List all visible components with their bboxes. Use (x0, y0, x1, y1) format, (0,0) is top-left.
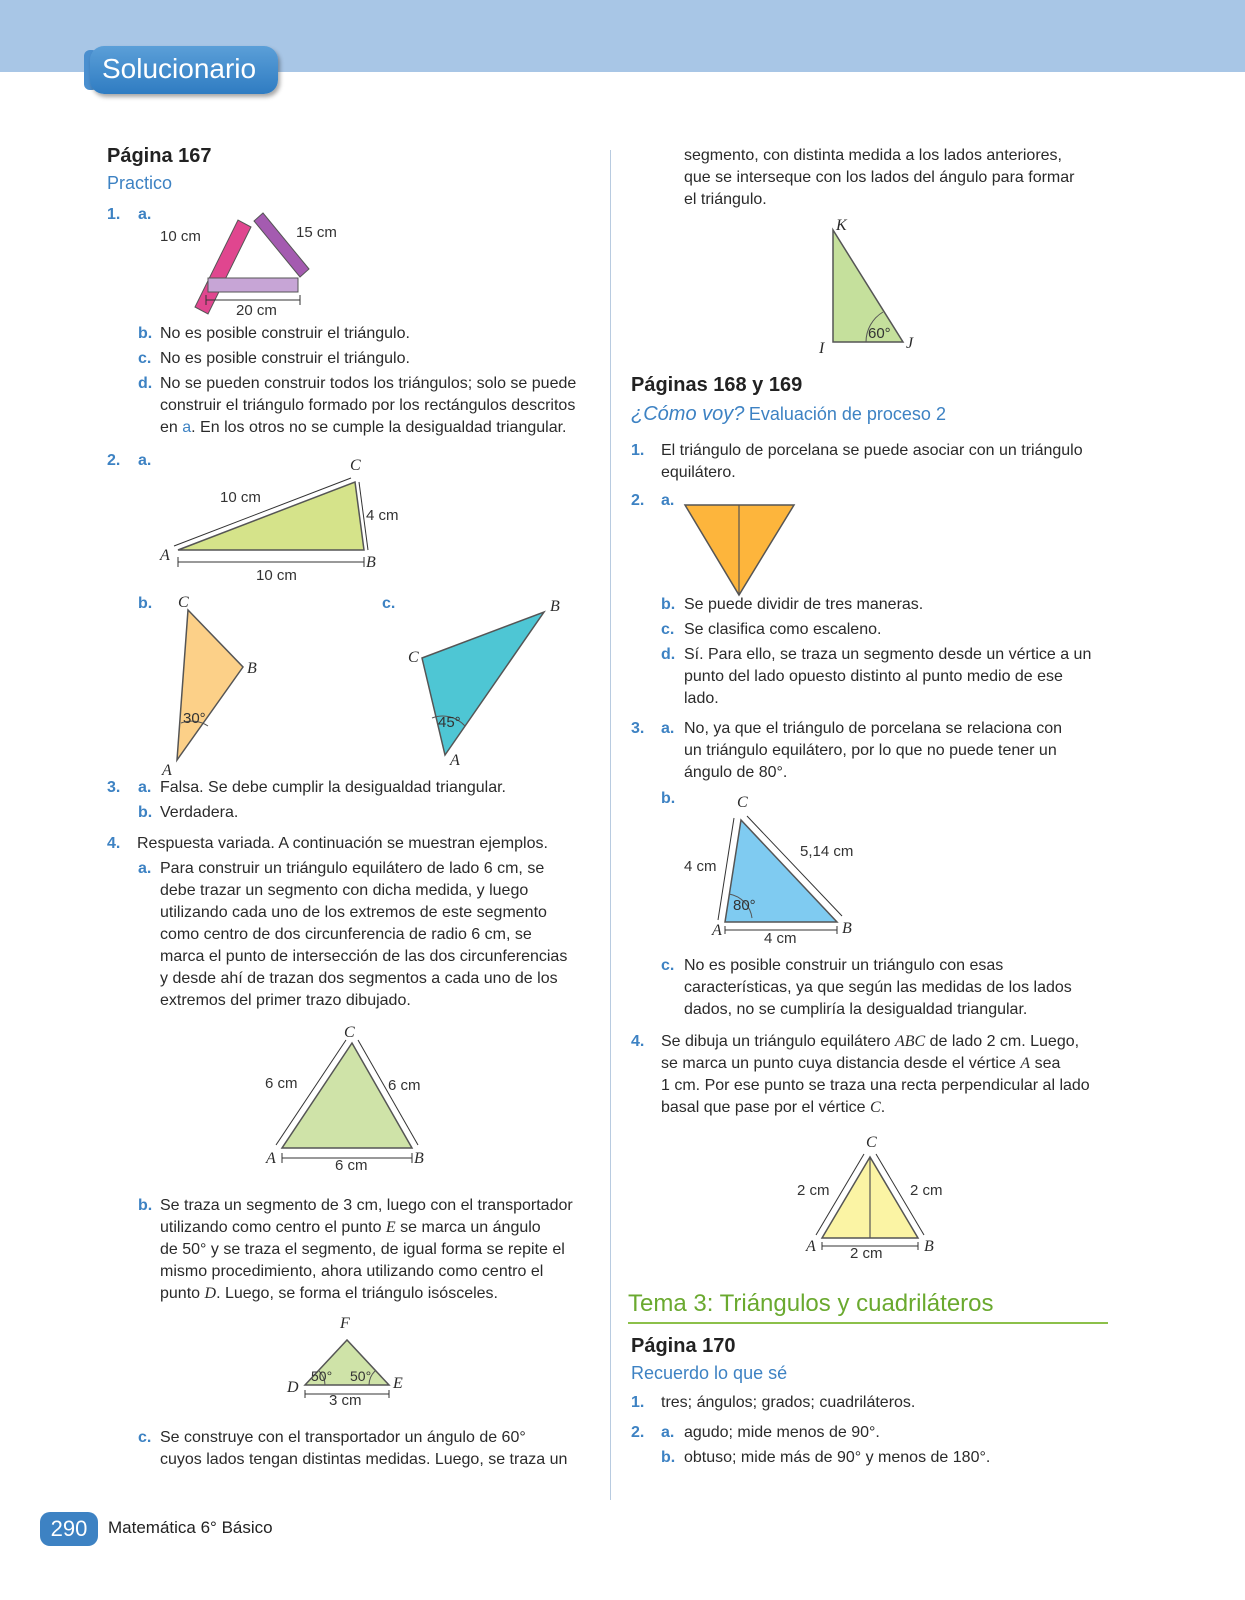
q2a-vertex-b: B (366, 554, 376, 571)
q4a-label: a. (138, 860, 152, 877)
q4a-vertex-a: A (266, 1150, 276, 1167)
q2b-vertex-b: B (247, 660, 257, 677)
r3a-label: a. (661, 720, 675, 737)
r4-line3: 1 cm. Por ese punto se traza una recta perpendicular al lado (661, 1077, 1090, 1094)
solucionario-badge: Solucionario (90, 46, 278, 94)
r4-side-left: 2 cm (797, 1182, 830, 1199)
q1b-label: b. (138, 325, 153, 342)
q2b-label: b. (138, 595, 153, 612)
r4-side-base: 2 cm (850, 1245, 883, 1262)
q4a-line5: marca el punto de intersección de las dos circunferencias (160, 948, 568, 965)
r3b-vertex-a: A (712, 922, 722, 939)
q4b-line2 (160, 1217, 541, 1239)
r1-number: 1. (631, 442, 645, 459)
r3b-vertex-b: B (842, 920, 852, 937)
r3-number: 3. (631, 720, 645, 737)
q4b-line5-a: punto (160, 1285, 201, 1302)
q4b-line2-b: se marca un ángulo (400, 1219, 541, 1236)
r2a-label: a. (661, 492, 675, 509)
q2c-triangle-figure (420, 610, 550, 760)
r3b-side-hyp: 5,14 cm (800, 843, 854, 860)
q1d-label: d. (138, 375, 153, 392)
q2b-vertex-c: C (178, 594, 189, 611)
r4-line2 (661, 1053, 1060, 1075)
q4a-line2: debe trazar un segmento con dicha medida, y luego (160, 882, 529, 899)
q1d-line3-ref: a (182, 419, 192, 436)
q1d-line3-a: en (160, 419, 178, 436)
q4a-line7: extremos del primer trazo dibujado. (160, 992, 411, 1009)
q4c-cont-line1: segmento, con distinta medida a los lados anteriores, (684, 147, 1062, 164)
r4-line2-b: sea (1034, 1055, 1061, 1072)
q4b-vertex-d: D (287, 1379, 299, 1396)
r2d-line1: Sí. Para ello, se traza un segmento desde un vértice a un (684, 646, 1092, 663)
r4-line4 (661, 1097, 885, 1119)
s1-text: tres; ángulos; grados; cuadriláteros. (661, 1394, 916, 1411)
q4b-line5-point: D (204, 1285, 217, 1302)
q2b-angle-30: 30° (183, 710, 206, 727)
r2a-porcelain-triangle (683, 503, 798, 598)
r3b-label: b. (661, 790, 676, 807)
q1d-line1: No se pueden construir todos los triángulos; solo se puede (160, 375, 577, 392)
r2d-line3: lado. (684, 690, 719, 707)
r4-vertex-c: C (866, 1134, 877, 1151)
r3c-line2: características, ya que según las medidas de los lados (684, 979, 1072, 996)
r4-vertex-b: B (924, 1238, 934, 1255)
subheading-como-voy (631, 403, 946, 427)
r4-triangle-figure (808, 1152, 928, 1257)
r3b-side-base: 4 cm (764, 930, 797, 947)
q4c-line1: Se construye con el transportador un ángulo de 60° (160, 1429, 526, 1446)
r3c-line1: No es posible construir un triángulo con esas (684, 957, 1004, 974)
q2-number: 2. (107, 452, 121, 469)
heading-pagina-170: Página 170 (631, 1335, 736, 1357)
subheading-recuerdo: Recuerdo lo que sé (631, 1363, 788, 1383)
q4c-cont-line2: que se interseque con los lados del ángulo para formar (684, 169, 1075, 186)
q3b-text: Verdadera. (160, 804, 239, 821)
q4a-line6: y desde ahí de trazan dos segmentos a cada uno de los (160, 970, 558, 987)
q2c-vertex-a: A (450, 752, 460, 769)
q4b-line3: de 50° y se traza el segmento, de igual forma se repite el (160, 1241, 565, 1258)
r2c-text: Se clasifica como escaleno. (684, 621, 882, 638)
q2b-triangle-figure (170, 605, 260, 770)
q4c-vertex-k: K (836, 217, 847, 234)
q4b-angle-left: 50° (311, 1368, 333, 1384)
q3b-label: b. (138, 804, 153, 821)
q1-number: 1. (107, 206, 121, 223)
r4-number: 4. (631, 1033, 645, 1050)
q4b-angle-right: 50° (350, 1368, 372, 1384)
q2a-label: a. (138, 452, 152, 469)
r4-line2-var: A (1020, 1055, 1031, 1072)
s1-number: 1. (631, 1394, 645, 1411)
subheading-practico: Practico (107, 173, 173, 193)
r4-side-right: 2 cm (910, 1182, 943, 1199)
q4b-label: b. (138, 1197, 153, 1214)
q4c-vertex-j: J (906, 335, 914, 352)
r4-line2-a: se marca un punto cuya distancia desde el vértice (661, 1055, 1016, 1072)
q4a-line3: utilizando cada uno de los extremos de este segmento (160, 904, 547, 921)
r1-line2: equilátero. (661, 464, 736, 481)
r3b-triangle-figure (718, 810, 853, 940)
q4a-line1: Para construir un triángulo equilátero de lado 6 cm, se (160, 860, 545, 877)
r3c-line3: dados, no se cumpliría la desigualdad triangular. (684, 1001, 1028, 1018)
q2c-vertex-c: C (408, 649, 419, 666)
r4-line4-var: C (870, 1099, 881, 1116)
r4-vertex-a: A (806, 1238, 816, 1255)
q4c-line2: cuyos lados tengan distintas medidas. Luego, se traza un (160, 1451, 568, 1468)
q2a-vertex-c: C (350, 457, 361, 474)
r2b-label: b. (661, 596, 676, 613)
r4-line4-a: basal que pase por el vértice (661, 1099, 866, 1116)
q4b-line2-a: utilizando como centro el punto (160, 1219, 382, 1236)
r3c-label: c. (661, 957, 675, 974)
q4-number: 4. (107, 835, 121, 852)
q2c-label: c. (382, 595, 396, 612)
column-divider (610, 150, 611, 1500)
r4-line1-var: ABC (894, 1033, 926, 1050)
q4-text: Respuesta variada. A continuación se muestran ejemplos. (137, 835, 548, 852)
q1-label-10cm: 10 cm (160, 228, 201, 245)
q4a-side-left: 6 cm (265, 1075, 298, 1092)
q4b-line4: mismo procedimiento, ahora utilizando como centro el (160, 1263, 544, 1280)
r2b-text: Se puede dividir de tres maneras. (684, 596, 924, 613)
q4b-line5 (160, 1283, 498, 1305)
q4c-label: c. (138, 1429, 152, 1446)
q2a-label-4cm: 4 cm (366, 507, 399, 524)
s2-number: 2. (631, 1424, 645, 1441)
q3a-label: a. (138, 779, 152, 796)
q2a-vertex-a: A (160, 547, 170, 564)
q4b-line2-point: E (385, 1219, 396, 1236)
q1b-text: No es posible construir el triángulo. (160, 325, 410, 342)
q1d-line3 (160, 417, 567, 439)
q4a-line4: como centro de dos circunferencia de radio 6 cm, se (160, 926, 532, 943)
q4a-vertex-c: C (344, 1024, 355, 1041)
q3a-text: Falsa. Se debe cumplir la desigualdad triangular. (160, 779, 506, 796)
r2d-label: d. (661, 646, 676, 663)
q1d-line3-c: . En los otros no se cumple la desigualdad triangular. (191, 419, 567, 436)
q4c-angle-60: 60° (868, 325, 891, 342)
q4c-vertex-i: I (819, 340, 825, 357)
q4a-side-base: 6 cm (335, 1157, 368, 1174)
q4b-vertex-e: E (393, 1375, 403, 1392)
q1a-label: a. (138, 206, 152, 223)
heading-pagina-167: Página 167 (107, 145, 212, 167)
q4a-triangle-figure (270, 1035, 430, 1165)
q4b-line5-b: . Luego, se forma el triángulo isósceles. (216, 1285, 498, 1302)
q4a-vertex-b: B (414, 1150, 424, 1167)
q4b-side-base: 3 cm (329, 1392, 362, 1409)
evaluacion-text: Evaluación de proceso 2 (748, 404, 946, 424)
s2a-label: a. (661, 1424, 675, 1441)
q4b-vertex-f: F (340, 1315, 350, 1332)
como-voy-text: ¿Cómo voy? (631, 403, 745, 425)
r3a-line1: No, ya que el triángulo de porcelana se relaciona con (684, 720, 1063, 737)
r3a-line3: ángulo de 80°. (684, 764, 788, 781)
r2-number: 2. (631, 492, 645, 509)
page-number: 290 (40, 1512, 98, 1546)
r4-line1-a: Se dibuja un triángulo equilátero (661, 1033, 891, 1050)
s2b-label: b. (661, 1449, 676, 1466)
s2b-text: obtuso; mide más de 90° y menos de 180°. (684, 1449, 991, 1466)
r3b-vertex-c: C (737, 794, 748, 811)
r3a-line2: un triángulo equilátero, por lo que no puede tener un (684, 742, 1057, 759)
q2a-label-10cm-top: 10 cm (220, 489, 261, 506)
r4-line1 (661, 1031, 1079, 1053)
q3-number: 3. (107, 779, 121, 796)
q1-label-20cm: 20 cm (236, 302, 277, 319)
tema-underline (628, 1322, 1108, 1324)
tema-3-heading: Tema 3: Triángulos y cuadriláteros (628, 1290, 994, 1317)
r1-line1: El triángulo de porcelana se puede asociar con un triángulo (661, 442, 1083, 459)
q2a-label-10cm-bottom: 10 cm (256, 567, 297, 584)
r2d-line2: punto del lado opuesto distinto al punto medio de ese (684, 668, 1063, 685)
q2a-triangle-figure (160, 470, 390, 580)
heading-paginas-168-169: Páginas 168 y 169 (631, 374, 803, 396)
r4-line4-b: . (880, 1099, 886, 1116)
q4b-line1: Se traza un segmento de 3 cm, luego con el transportador (160, 1197, 573, 1214)
s2a-text: agudo; mide menos de 90°. (684, 1424, 880, 1441)
r3b-side-left: 4 cm (684, 858, 717, 875)
q4a-side-right: 6 cm (388, 1077, 421, 1094)
q1c-label: c. (138, 350, 152, 367)
q1d-line2: construir el triángulo formado por los rectángulos descritos (160, 397, 576, 414)
q2c-vertex-b: B (550, 598, 560, 615)
q2b-vertex-a: A (162, 762, 172, 779)
q2c-angle-45: 45° (438, 714, 461, 731)
r2c-label: c. (661, 621, 675, 638)
q4c-cont-line3: el triángulo. (684, 191, 767, 208)
q1c-text: No es posible construir el triángulo. (160, 350, 410, 367)
footer-title: Matemática 6° Básico (108, 1518, 273, 1537)
r3b-angle-80: 80° (733, 897, 756, 914)
r4-line1-b: de lado 2 cm. Luego, (929, 1033, 1080, 1050)
q1-label-15cm: 15 cm (296, 224, 337, 241)
